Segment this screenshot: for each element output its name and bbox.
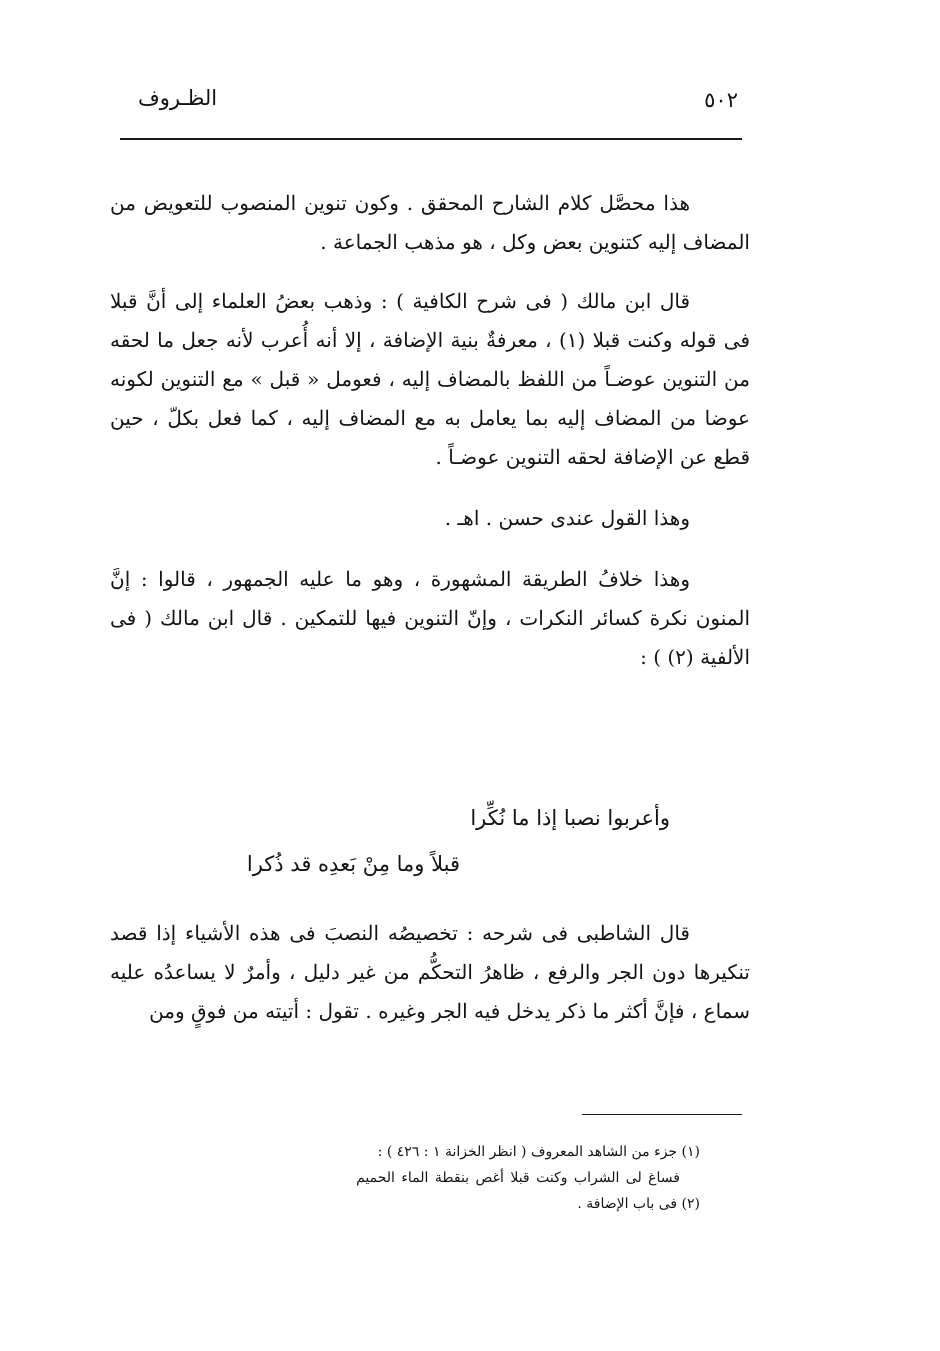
paragraph-1: هذا محصَّل كلام الشارح المحقق . وكون تنوين المنصوب للتعويض من المضاف إليه كتنوين بعض وكل ، هو مذهب الجماعة . [110,191,750,254]
section-title: الظـروف [138,86,218,110]
footnote-1: (١) جزء من الشاهد المعروف ( انظر الخزانة ١ : ٤٢٦ ) : [377,1144,700,1160]
paragraph-2: قال ابن مالك ( فى شرح الكافية ) : وذهب بعضُ العلماء إلى أنَّ قبلا فى قوله وكنت قبلا (١) ، معرفةٌ بنية الإضافة ، إلا أنه أُعرب لأنه جعل ما لحقه من التنوين عوضـاً من اللفظ بالمضاف إليه ، فعومل « قبل » مع التنوين لكونه عوضا من المضاف إليه بما يعامل به مع المضاف إليه ، كما فعل بكلّ ، حين قطع عن الإضافة لحقه التنوين عوضـاً . [110,289,750,469]
footnote-2: (٢) فى باب الإضافة . [577,1196,700,1212]
main-text [110,184,750,677]
running-head [118,82,738,116]
paragraph-5: قال الشاطبى فى شرحه : تخصيصُه النصبَ فى هذه الأشياء إذا قصد تنكيرها دون الجر والرفع ، ظاهرُ التحكُّم من غير دليل ، وأمرٌ لا يساعدُه عليه سماع ، فإنَّ أكثر ما ذكر يدخل فيه الجر وغيره . تقول : أتيته من فوقٍ ومن [110,921,750,1023]
verse-line-1: وأعربوا نصبا إذا ما نُكِّرا [470,806,670,830]
page-number: ٥٠٢ [704,88,738,112]
footnote-1-verse: فساغ لى الشراب وكنت قبلا أغص بنقطة الماء الحميم [356,1170,680,1186]
header-divider [120,138,742,140]
footnote-divider [582,1114,742,1115]
main-text-continued [110,914,750,1031]
paragraph-3: وهذا القول عندى حسن . اهـ . [444,506,690,530]
verse-line-2: قبلاً وما مِنْ بَعدِه قد ذُكرا [246,852,460,876]
footnotes [200,1140,700,1216]
paragraph-4: وهذا خلافُ الطريقة المشهورة ، وهو ما عليه الجمهور ، قالوا : إنَّ المنون نكرة كسائر النكرات ، وإنّ التنوين فيها للتمكين . قال ابن مالك ( فى الألفية (٢) ) : [110,567,750,669]
